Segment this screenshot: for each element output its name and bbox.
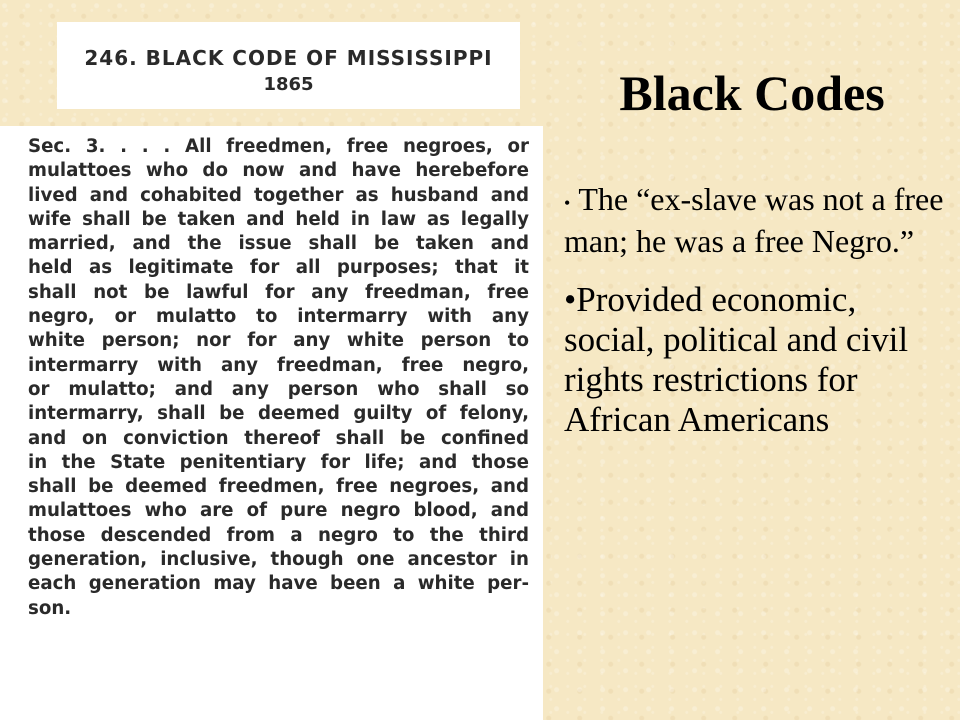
document-excerpt-image	[0, 126, 543, 720]
bullet-dot-icon: •	[564, 192, 571, 213]
excerpt-line: each generation may have been a white per-	[28, 573, 529, 595]
excerpt-line: in the State penitentiary for life; and those	[28, 451, 529, 473]
excerpt-line: shall be deemed freedmen, free negroes, and	[28, 476, 529, 498]
excerpt-line: those descended from a negro to the third	[28, 524, 529, 546]
excerpt-line: and on conviction thereof shall be confined	[28, 427, 529, 449]
excerpt-line: or mulatto; and any person who shall so	[28, 378, 529, 400]
document-header-title: 246. BLACK CODE OF MISSISSIPPI	[84, 46, 493, 70]
excerpt-line: shall not be lawful for any freedman, free	[28, 281, 529, 303]
bullet-item	[564, 280, 949, 440]
excerpt-line: white person; nor for any white person to	[28, 330, 529, 352]
excerpt-line: generation, inclusive, though one ancestor in	[28, 549, 529, 571]
excerpt-line: negro, or mulatto to intermarry with any	[28, 306, 529, 328]
slide-title: Black Codes	[619, 65, 885, 121]
excerpt-line: married, and the issue shall be taken and	[28, 233, 529, 255]
excerpt-line: wife shall be taken and held in law as legally	[28, 208, 529, 230]
document-header-image	[57, 22, 520, 109]
excerpt-line: held as legitimate for all purposes; that it	[28, 257, 529, 279]
bullet-item	[564, 180, 949, 260]
excerpt-line: mulattoes who are of pure negro blood, and	[28, 500, 529, 522]
bullet-text: The “ex-slave was not a free man; he was a free Negro.”	[564, 181, 944, 259]
document-header-year: 1865	[263, 74, 314, 95]
bullet-list	[564, 180, 949, 440]
excerpt-line: intermarry with any freedman, free negro,	[28, 354, 529, 376]
excerpt-line: mulattoes who do now and have herebefore	[28, 160, 529, 182]
excerpt-line: lived and cohabited together as husband and	[28, 184, 529, 206]
excerpt-line: son.	[28, 597, 72, 619]
excerpt-line: Sec. 3. . . . All freedmen, free negroes, or	[28, 136, 529, 157]
bullet-dot-icon: •	[564, 279, 577, 319]
bullet-text: Provided economic, social, political and civil rights restrictions for African Americans	[564, 279, 909, 439]
excerpt-line: intermarry, shall be deemed guilty of felony,	[28, 403, 529, 425]
